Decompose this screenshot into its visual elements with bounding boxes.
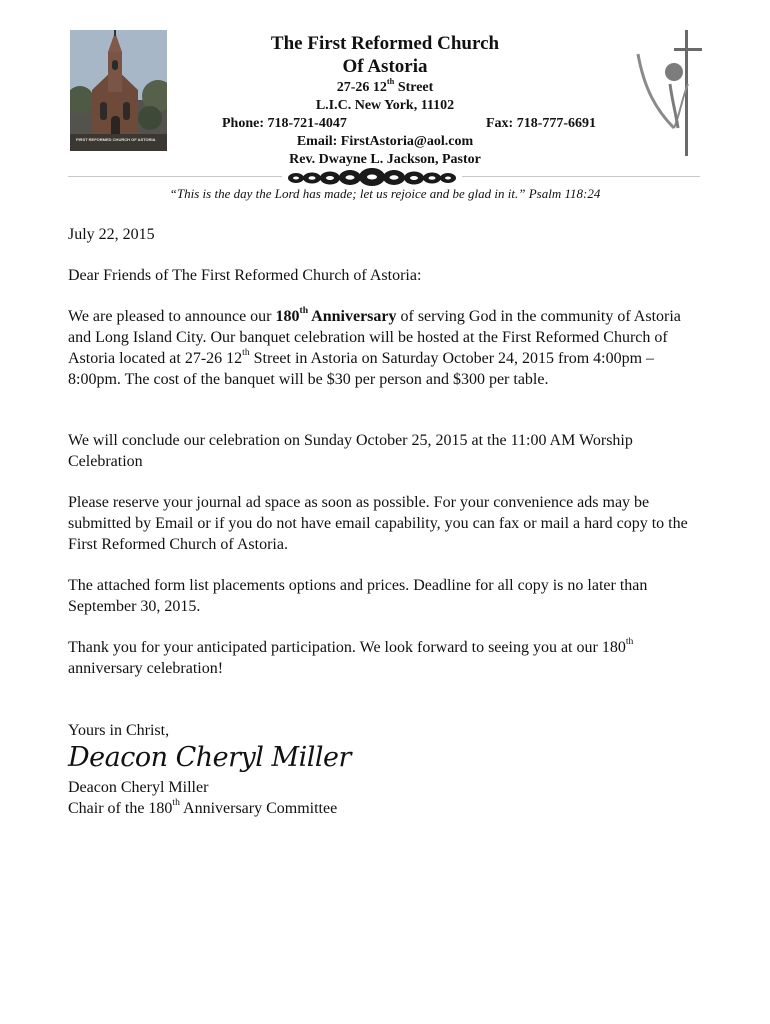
church-city: L.I.C. New York, 11102 (315, 98, 455, 113)
signer-title: Chair of the 180th Anniversary Committee (68, 797, 338, 817)
scripture-verse: “This is the day the Lord has made; let us rejoice and be glad in it.” Psalm 118:24 (169, 186, 601, 201)
church-pastor: Rev. Dwayne L. Jackson, Pastor (289, 152, 481, 167)
church-email: Email: FirstAstoria@aol.com (296, 134, 474, 149)
paragraph-deadline: The attached form list placements options and prices. Deadline for all copy is no later than September 30, 2015. (68, 577, 648, 615)
letter-date: July 22, 2015 (68, 226, 155, 243)
church-fax: Fax: 718-777-6691 (486, 116, 597, 131)
letter-closing: Yours in Christ, (68, 722, 170, 739)
ornament-divider-icon (284, 168, 460, 186)
letter-salutation: Dear Friends of The First Reformed Church of Astoria: (68, 267, 422, 284)
cross-logo-icon (634, 28, 704, 158)
photo-caption: FIRST REFORMED CHURCH OF ASTORIA (76, 137, 156, 142)
paragraph-worship: We will conclude our celebration on Sunday October 25, 2015 at the 11:00 AM Worship Celebration (68, 432, 633, 470)
church-name-line1: The First Reformed Church (270, 33, 500, 54)
church-name-line2: Of Astoria (342, 56, 428, 77)
paragraph-announcement: We are pleased to announce our 180th Anniversary of serving God in the community of Astoria and Long Island City. Our banquet celebration will be hosted at the First Reformed Church of Astoria located at 27-26 12th Street in Astoria on Saturday October 24, 2015 from 4:00pm – 8:00pm. The cost of the banquet will be $30 per person and $300 per table. (68, 305, 681, 388)
church-phone: Phone: 718-721-4047 (222, 116, 347, 131)
paragraph-thanks: Thank you for your anticipated participation. We look forward to seeing you at our 180th anniversary celebration! (68, 636, 634, 677)
divider-right (462, 176, 700, 177)
paragraph-journal-ads: Please reserve your journal ad space as soon as possible. For your convenience ads may be submitted by Email or if you do not have email capability, you can fax or mail a hard copy to the First Reformed Church of Astoria. (68, 494, 688, 553)
signer-name: Deacon Cheryl Miller (68, 779, 209, 796)
signature: Deacon Cheryl Miller (68, 742, 351, 773)
divider-left (68, 176, 282, 177)
church-address: 27-26 12th Street (336, 77, 434, 95)
